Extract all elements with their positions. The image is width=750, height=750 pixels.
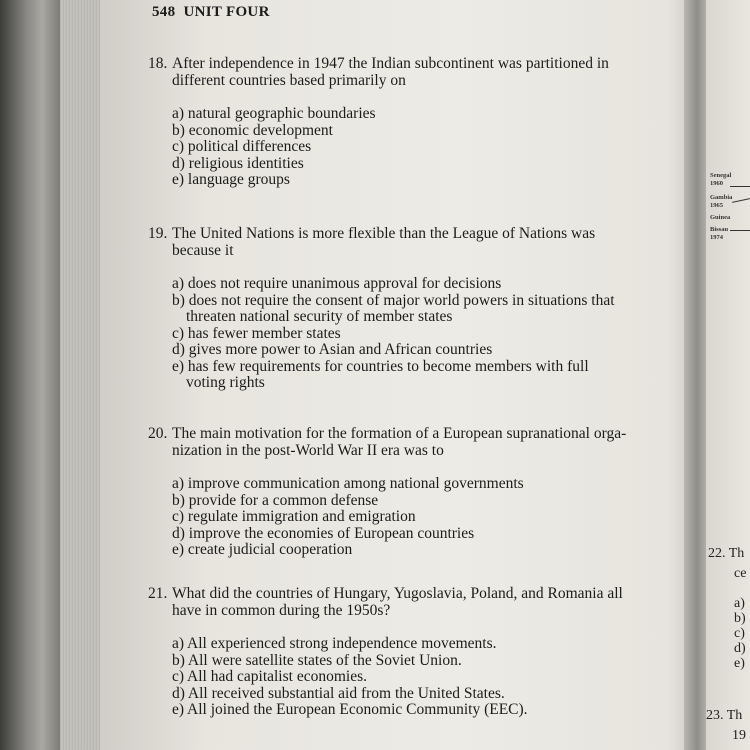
question-number: 22. <box>708 546 726 561</box>
facing-question-23-line2: 19 <box>732 728 746 743</box>
answer-option: a) <box>734 596 745 611</box>
question-number: 21. <box>148 585 168 602</box>
facing-question-22-options <box>734 596 746 671</box>
question-19 <box>148 225 692 392</box>
answer-option: a) All experienced strong independence movements. <box>172 635 497 652</box>
question-number: 19. <box>148 225 168 242</box>
answer-option: d) improve the economies of European countries <box>172 524 475 542</box>
answer-option: e) All joined the European Economic Community (EEC). <box>172 701 528 718</box>
map-pointer-line <box>732 198 750 203</box>
answer-option: d) religious identities <box>172 154 304 172</box>
answer-option: e) has few requirements for countries to become members with full <box>172 357 589 375</box>
page-header <box>152 4 270 21</box>
textbook-page <box>100 0 698 750</box>
question-fragment: Th <box>728 546 745 561</box>
answer-options <box>172 276 692 392</box>
answer-option: b) does not require the consent of major world powers in situations that <box>172 291 615 309</box>
question-21 <box>148 585 692 719</box>
answer-option: e) <box>734 656 745 671</box>
map-label: Senegal <box>710 172 732 179</box>
question-number: 20. <box>148 425 168 442</box>
answer-option: a) does not require unanimous approval for decisions <box>172 275 502 292</box>
question-stem-line: The main motivation for the formation of a European supranational orga- <box>172 425 627 442</box>
facing-question-23 <box>706 708 742 724</box>
answer-option: b) All were satellite states of the Soviet Union. <box>172 651 462 669</box>
answer-options <box>172 636 692 719</box>
answer-option: c) has fewer member states <box>172 324 341 342</box>
answer-option: d) gives more power to Asian and African countries <box>172 341 493 358</box>
answer-option: d) <box>734 641 746 656</box>
question-stem-line: The United Nations is more flexible than the League of Nations was <box>172 225 596 242</box>
question-stem-line: different countries based primarily on <box>172 71 406 89</box>
question-20 <box>148 425 692 559</box>
facing-question-22 <box>708 546 744 562</box>
question-stem-line: What did the countries of Hungary, Yugoslavia, Poland, and Romania all <box>172 585 623 602</box>
map-label: 1960 <box>710 180 723 187</box>
unit-title: UNIT FOUR <box>183 4 270 20</box>
answer-option: c) <box>734 626 745 641</box>
answer-option-continuation: threaten national security of member states <box>186 308 453 325</box>
book-spine <box>0 0 60 750</box>
answer-option: e) create judicial cooperation <box>172 541 353 558</box>
answer-options <box>172 106 692 189</box>
map-label: 1965 <box>710 202 723 209</box>
answer-option-continuation: voting rights <box>186 374 265 391</box>
map-pointer-line <box>730 230 750 231</box>
question-fragment: Th <box>726 708 743 723</box>
answer-option: c) regulate immigration and emigration <box>172 508 416 525</box>
answer-option: d) All received substantial aid from the United States. <box>172 684 505 702</box>
map-label: 1974 <box>710 234 723 241</box>
answer-option: a) improve communication among national governments <box>172 475 524 492</box>
question-stem-line: have in common during the 1950s? <box>172 601 391 619</box>
page-number: 548 <box>152 4 176 20</box>
answer-option: c) political differences <box>172 138 312 155</box>
answer-option: e) language groups <box>172 171 290 188</box>
answer-option: b) economic development <box>172 121 333 139</box>
map-pointer-line <box>730 186 750 187</box>
question-number: 18. <box>148 55 168 72</box>
map-label: Gambia <box>710 194 733 201</box>
answer-options <box>172 476 692 559</box>
map-label: Guinea <box>710 214 731 221</box>
answer-option: c) All had capitalist economies. <box>172 668 367 685</box>
facing-question-22-line2: ce <box>734 566 747 581</box>
question-stem-line: After independence in 1947 the Indian subcontinent was partitioned in <box>172 55 609 72</box>
map-label: Bissau <box>710 226 729 233</box>
answer-option: b) provide for a common defense <box>172 491 379 509</box>
question-number: 23. <box>706 708 724 723</box>
question-18 <box>148 55 692 189</box>
answer-option: a) natural geographic boundaries <box>172 105 376 122</box>
answer-option: b) <box>734 611 746 626</box>
question-stem-line: because it <box>172 241 234 259</box>
question-stem-line: nization in the post-World War II era was to <box>172 441 444 459</box>
